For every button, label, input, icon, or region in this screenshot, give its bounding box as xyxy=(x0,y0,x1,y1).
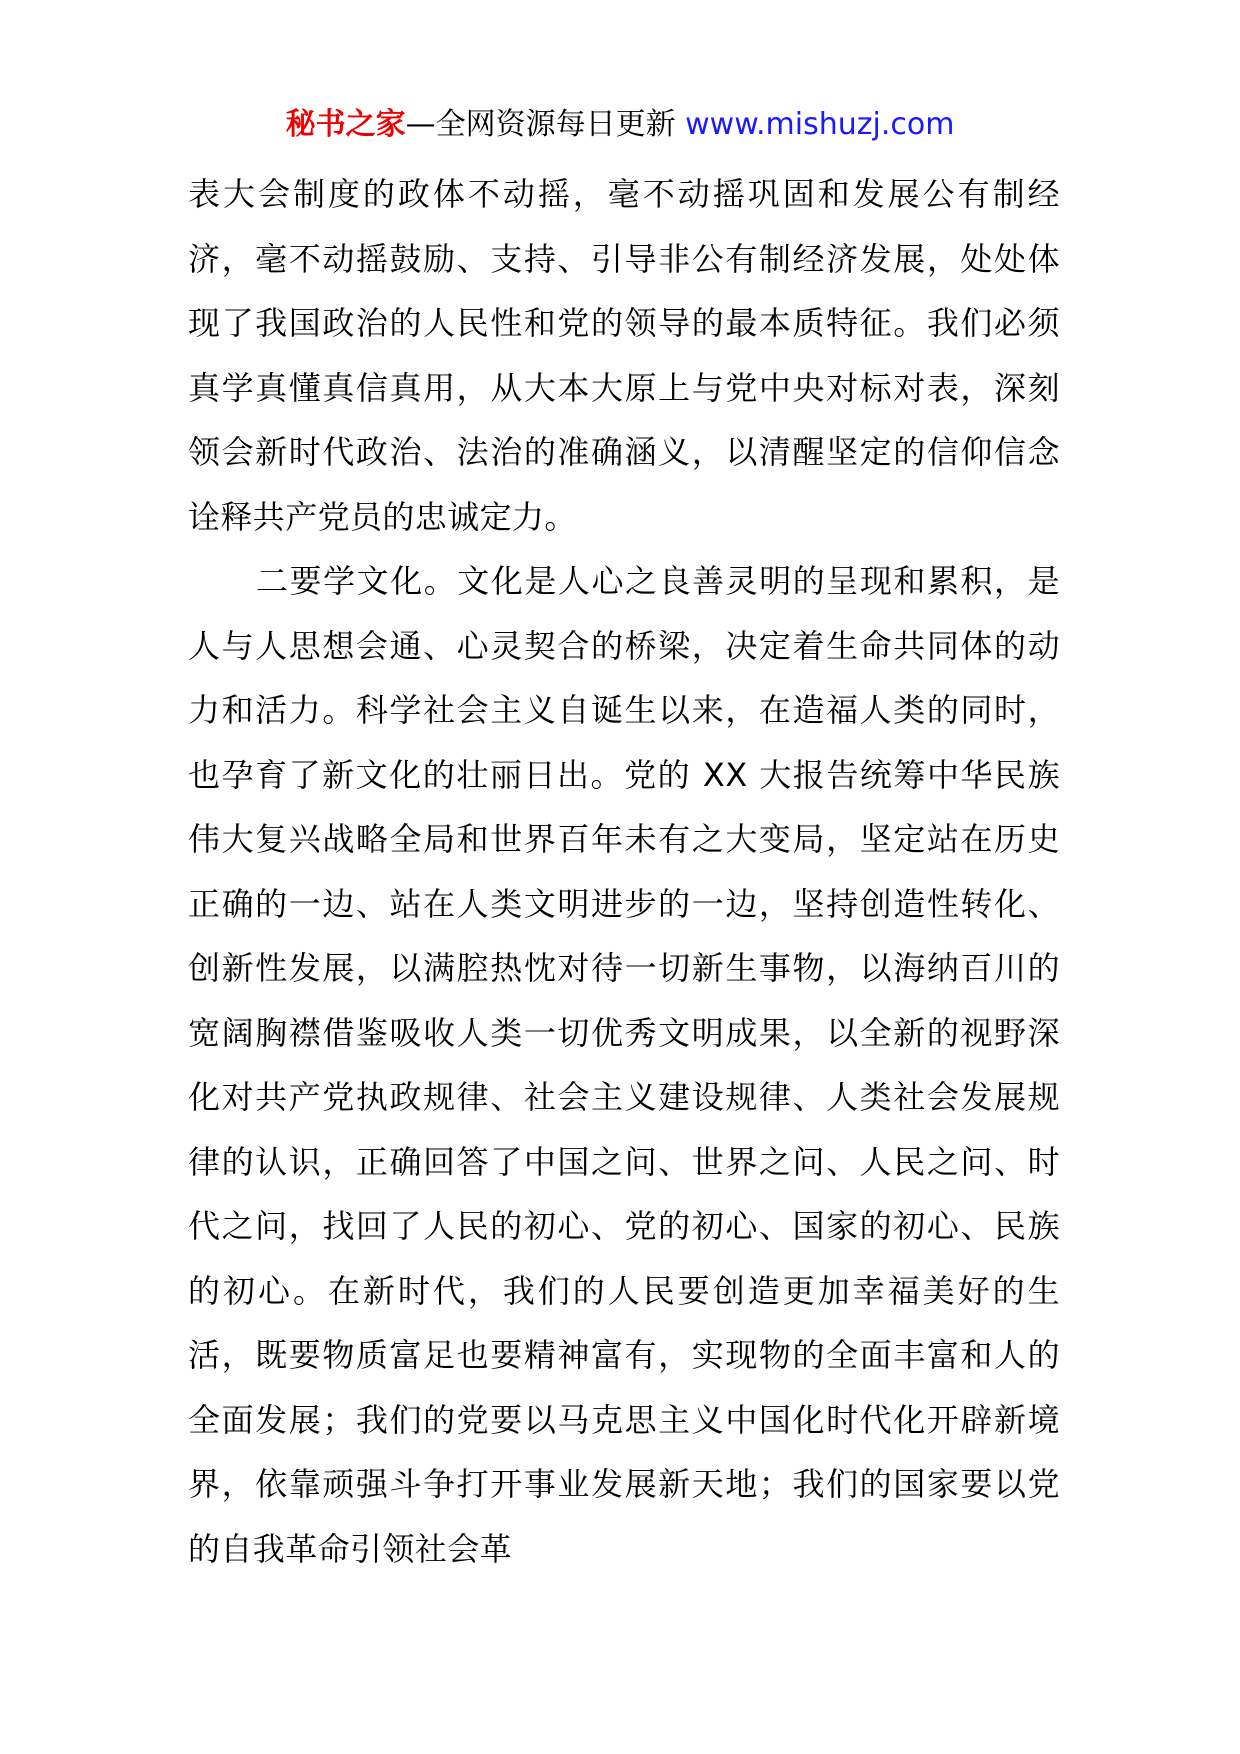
paragraph-continued: 表大会制度的政体不动摇，毫不动摇巩固和发展公有制经济，毫不动摇鼓励、支持、引导非公有制经济发展，处处体现了我国政治的人民性和党的领导的最本质特征。我们必须真学真懂真信真用，从大本大原上与党中央对标对表，深刻领会新时代政治、法治的准确涵义，以清醒坚定的信仰信念诠释共产党员的忠诚定力。 xyxy=(188,175,1060,536)
paragraph-culture: 二要学文化。文化是人心之良善灵明的呈现和累积，是人与人思想会通、心灵契合的桥梁，决定着生命共同体的动力和活力。科学社会主义自诞生以来，在造福人类的同时，也孕育了新文化的壮丽日出。党的 XX 大报告统筹中华民族伟大复兴战略全局和世界百年未有之大变局，坚定站在历史正确的一边、站在人类文明进步的一边，坚持创造性转化、创新性发展，以满腔热忱对待一切新生事物，以海纳百川的宽阔胸襟借鉴吸收人类一切优秀文明成果，以全新的视野深化对共产党执政规律、社会主义建设规律、人类社会发展规律的认识，正确回答了中国之问、世界之问、人民之问、时代之问，找回了人民的初心、党的初心、国家的初心、民族的初心。在新时代，我们的人民要创造更加幸福美好的生活，既要物质富足也要精神富有，实现物的全面丰富和人的全面发展；我们的党要以马克思主义中国化时代化开辟新境界，依靠顽强斗争打开事业发展新天地；我们的国家要以党的自我革命引领社会革 xyxy=(188,562,1060,1568)
brand-name: 秘书之家 xyxy=(285,107,406,142)
page-header xyxy=(0,100,1240,150)
site-url-link[interactable]: www.mishuzj.com xyxy=(685,107,955,142)
document-body xyxy=(188,162,1060,1581)
header-slogan: —全网资源每日更新 xyxy=(405,107,676,142)
